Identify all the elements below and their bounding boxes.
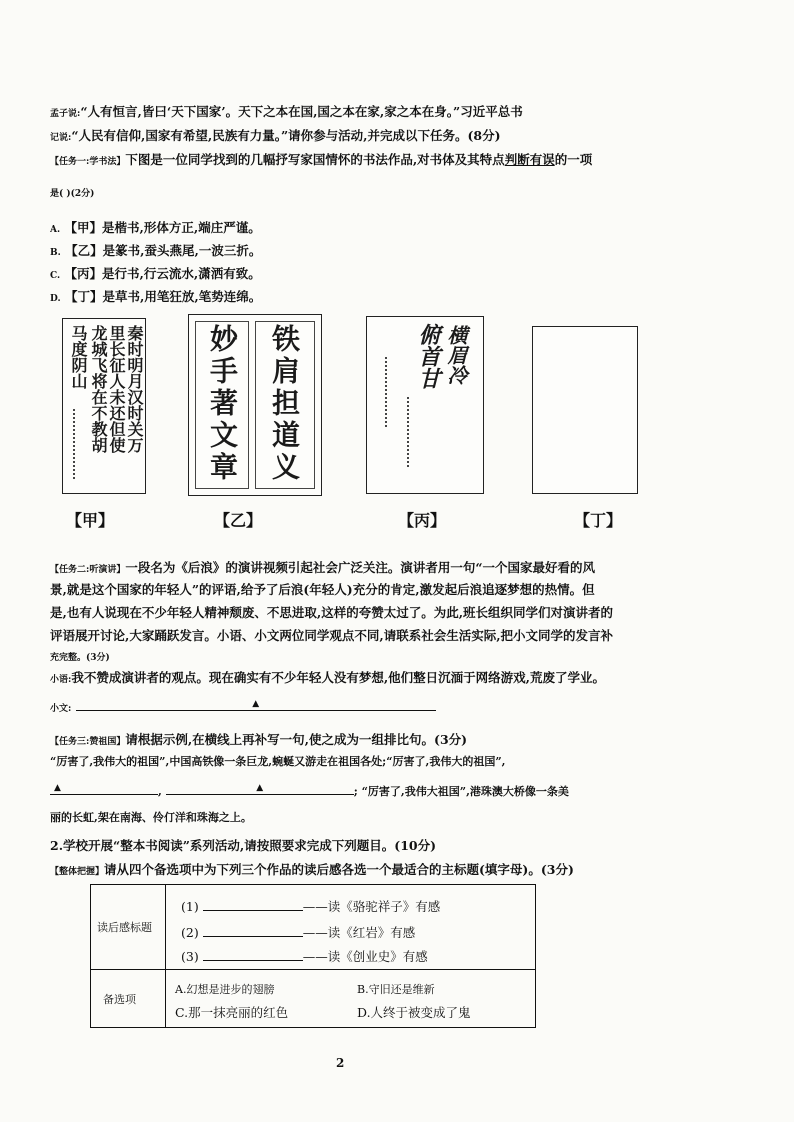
jia-col-2: 里长征人未还但使 [107, 325, 126, 453]
option-a: A. 【甲】是楷书,形体方正,端庄严谨。 [50, 220, 261, 235]
section2-line: 2.学校开展“整本书阅读”系列活动,请按照要求完成下列题目。(10分) [50, 838, 437, 853]
label-bing: 【丙】 [398, 511, 447, 530]
answer-table [90, 884, 536, 1028]
bing-signature [407, 397, 413, 467]
yi-left-text: 妙手著文章 [206, 324, 239, 484]
label-jia: 【甲】 [66, 511, 115, 530]
table-row: (1) ——读《骆驼祥子》有感 [181, 899, 441, 914]
table-header-titles: 读后感标题 [97, 921, 152, 934]
bing-inscription [385, 357, 391, 427]
task2-xiaowen: 小文: ▲ [50, 698, 744, 717]
task2-line-1: 【任务二:听演讲】一段名为《后浪》的演讲视频引起社会广泛关注。演讲者用一句“一个国家最好看的风 [50, 560, 596, 575]
task3-blank-2[interactable]: ▲ [166, 782, 354, 795]
jia-col-1: 秦时明月汉时关万 [125, 325, 144, 453]
label-yi: 【乙】 [214, 511, 263, 530]
bing-col-2: 俯首甘 [415, 323, 441, 389]
answer-blank-1[interactable] [203, 898, 303, 911]
task2-line-5: 充完整。(3分) [50, 653, 110, 663]
task1-prompt-2: 是( )(2分) [50, 189, 95, 199]
table-row-divider [91, 969, 535, 970]
table-col-divider [165, 885, 166, 1027]
option-b: B. 【乙】是篆书,蚕头燕尾,一波三折。 [50, 243, 262, 258]
yi-left-scroll [195, 321, 249, 489]
yi-right-scroll [255, 321, 315, 489]
task3-prompt: 【任务三:赞祖国】请根据示例,在横线上再补写一句,使之成为一组排比句。(3分) [50, 732, 468, 747]
task3-blank-1[interactable]: ▲ [50, 782, 158, 795]
jia-col-3: 龙城飞将在不教胡 [89, 325, 108, 453]
calligraphy-jia [62, 318, 146, 494]
choice-d: D.人终于被变成了鬼 [357, 1005, 471, 1020]
task2-line-2: 景,就是这个国家的年轻人”的评语,给予了后浪(年轻人)充分的肯定,激发起后浪追逐梦想的热情。但 [50, 582, 595, 597]
task3-fill-line: ▲ , ▲ ; “厉害了,我伟大祖国”,港珠澳大桥像一条美 [50, 782, 744, 800]
task2-xiaoyu: 小语:我不赞成演讲者的观点。现在确实有不少年轻人没有梦想,他们整日沉湎于网络游戏,荒废了学业。 [50, 670, 606, 685]
jia-col-4: 马度阴山 [69, 325, 88, 389]
choice-a: A.幻想是进步的翅膀 [175, 983, 275, 996]
calligraphy-bing [366, 316, 484, 494]
table-row: (3) ——读《创业史》有感 [181, 949, 428, 964]
task3-example: “厉害了,我伟大的祖国”,中国高铁像一条巨龙,蜿蜒又游走在祖国各处;“厉害了,我伟大的祖国”, [50, 755, 506, 768]
intro-line-2: 记说:“人民有信仰,国家有希望,民族有力量。”请你参与活动,并完成以下任务。(8分) [50, 128, 501, 143]
task2-line-4: 评语展开讨论,大家踊跃发言。小语、小文两位同学观点不同,请联系社会生活实际,把小文同学的发言补 [50, 628, 614, 643]
table-header-options: 备选项 [103, 993, 136, 1006]
calligraphy-ding [532, 326, 638, 494]
task2-line-3: 是,也有人说现在不少年轻人精神颓废、不思进取,这样的夸赞太过了。为此,班长组织同学们对演讲者的 [50, 605, 614, 620]
yi-right-text: 铁肩担道义 [268, 324, 301, 484]
calligraphy-yi [188, 314, 322, 496]
page-number: 2 [336, 1056, 345, 1070]
xiaowen-answer-blank[interactable]: ▲ [76, 698, 436, 711]
choice-b: B.守旧还是维新 [357, 983, 435, 996]
task3-last: 丽的长虹,架在南海、伶仃洋和珠海之上。 [50, 811, 252, 824]
intro-line-1: 孟子说:“人有恒言,皆曰‘天下国家’。天下之本在国,国之本在家,家之本在身。”习近平总书 [50, 104, 523, 119]
table-row: (2) ——读《红岩》有感 [181, 925, 416, 940]
section2-task: 【整体把握】请从四个备选项中为下列三个作品的读后感各选一个最适合的主标题(填字母)。(3分) [50, 862, 574, 877]
answer-blank-2[interactable] [203, 924, 303, 937]
choice-c: C.那一抹亮丽的红色 [175, 1005, 289, 1020]
answer-blank-3[interactable] [203, 948, 303, 961]
bing-col-1: 横眉冷 [444, 325, 468, 385]
jia-signature [73, 409, 79, 479]
option-c: C. 【丙】是行书,行云流水,潇洒有致。 [50, 266, 261, 281]
label-ding: 【丁】 [574, 511, 623, 530]
task1-prompt: 【任务一:学书法】下图是一位同学找到的几幅抒写家国情怀的书法作品,对书体及其特点判断有误的一项 [50, 152, 593, 167]
option-d: D. 【丁】是草书,用笔狂放,笔势连绵。 [50, 289, 262, 304]
